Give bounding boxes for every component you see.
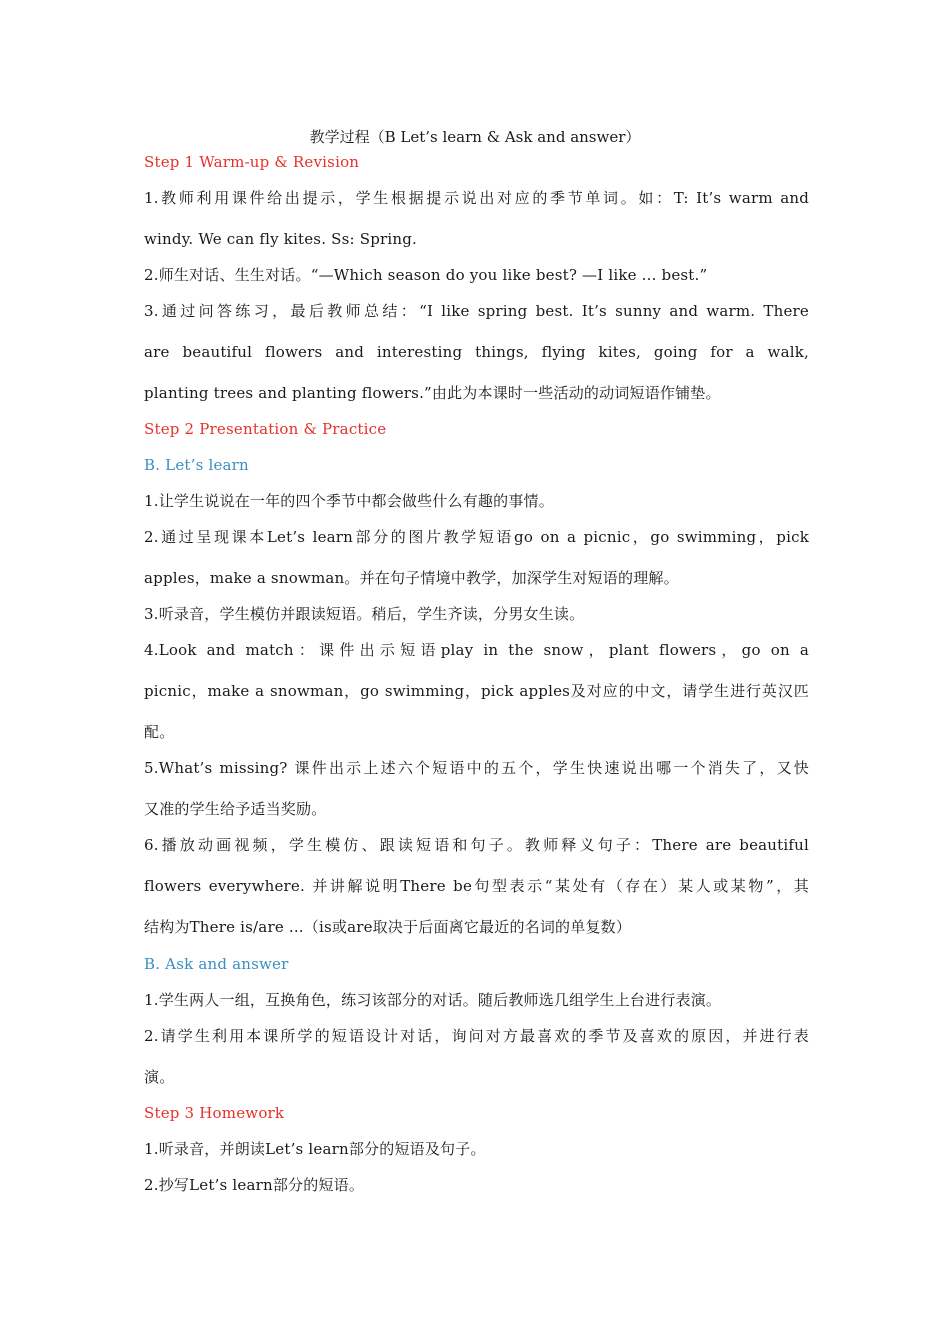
body-text-line: 又准的学生给予适当奖励。	[144, 800, 327, 818]
body-text-line: 2.师生对话、生生对话。“—Which season do you like best? —I like ... best.”	[144, 266, 708, 284]
page-title: 教学过程（B Let’s learn & Ask and answer）	[309, 128, 641, 146]
step-heading: Step 2 Presentation & Practice	[144, 420, 387, 438]
step-heading: Step 1 Warm-up & Revision	[144, 153, 360, 171]
body-text-line: 2.通过呈现课本Let’s learn部分的图片教学短语go on a picnic，go swimming，pick	[144, 528, 809, 546]
body-text-line: 1.教师利用课件给出提示，学生根据提示说出对应的季节单词。如：T: It’s warm and	[144, 189, 809, 207]
body-text-line: 6.播放动画视频，学生模仿、跟读短语和句子。教师释义句子：There are beautiful	[144, 836, 809, 854]
body-text-line: 1.学生两人一组，互换角色，练习该部分的对话。随后教师选几组学生上台进行表演。	[144, 991, 722, 1009]
step-heading: Step 3 Homework	[144, 1104, 285, 1122]
body-text-line: 3.听录音，学生模仿并跟读短语。稍后，学生齐读，分男女生读。	[144, 605, 585, 623]
body-text-line: windy. We can fly kites. Ss: Spring.	[144, 230, 418, 248]
body-text-line: 1.让学生说说在一年的四个季节中都会做些什么有趣的事情。	[144, 492, 554, 510]
body-text-line: 3.通过问答练习，最后教师总结：“I like spring best. It’s sunny and warm. There	[144, 302, 809, 320]
body-text-line: 1.听录音，并朗读Let’s learn部分的短语及句子。	[144, 1140, 486, 1158]
body-text-line: 2.请学生利用本课所学的短语设计对话，询问对方最喜欢的季节及喜欢的原因，并进行表	[144, 1027, 809, 1045]
body-text-line: 结构为There is/are ...（is或are取决于后面离它最近的名词的单复数）	[144, 918, 632, 936]
body-text-line: apples，make a snowman。并在句子情境中教学，加深学生对短语的理解。	[144, 569, 679, 587]
body-text-line: planting trees and planting flowers.”由此为本课时一些活动的动词短语作铺垫。	[144, 384, 721, 402]
body-text-line: picnic，make a snowman，go swimming，pick apples及对应的中文，请学生进行英汉匹	[144, 682, 809, 700]
body-text-line: 5.What’s missing? 课件出示上述六个短语中的五个，学生快速说出哪一个消失了，又快	[144, 759, 809, 777]
body-text-line: 演。	[144, 1068, 175, 1086]
body-text-line: 2.抄写Let’s learn部分的短语。	[144, 1176, 365, 1194]
body-text-line: flowers everywhere. 并讲解说明There be句型表示“某处有（存在）某人或某物”，其	[144, 877, 809, 895]
body-text-line: 4.Look and match：课件出示短语play in the snow，plant flowers，go on a	[144, 641, 809, 659]
section-heading: B. Ask and answer	[144, 955, 289, 973]
section-heading: B. Let’s learn	[144, 456, 249, 474]
body-text-line: are beautiful flowers and interesting things, flying kites, going for a walk,	[144, 343, 809, 361]
body-text-line: 配。	[144, 723, 175, 741]
